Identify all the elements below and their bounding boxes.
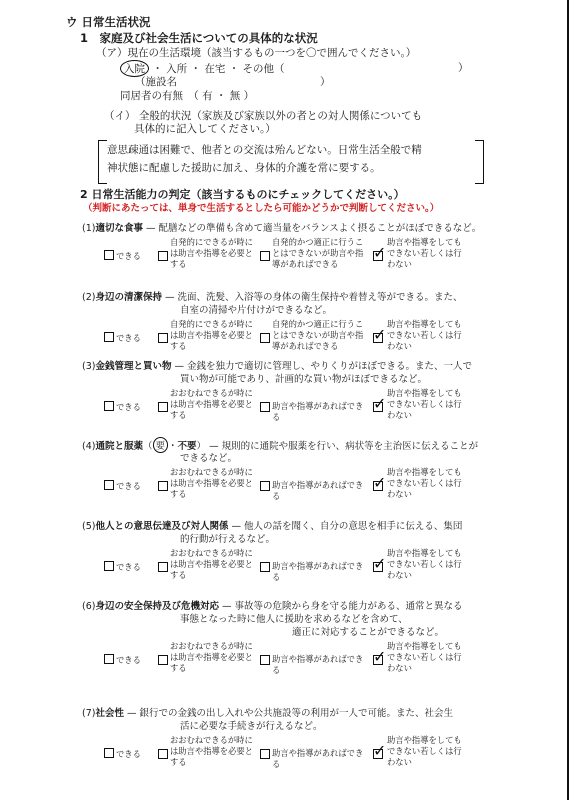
no-need-label: 不要 <box>177 441 197 452</box>
checkbox[interactable] <box>104 250 114 260</box>
option-sometimes-help: おおむねできるが時には助言や指導を必要とする <box>170 548 253 580</box>
item-description: — 洗面、洗髪、入浴等の身体の衛生保持や着替え等ができる。また、 <box>165 292 463 303</box>
option-with-help: 助言や指導があればできる <box>272 401 364 422</box>
option-label: できる <box>116 251 141 261</box>
section-title: ウ 日常生活状況 <box>66 15 151 29</box>
option-cannot: 助言や指導をしてもできない若しくは行わない <box>387 319 462 351</box>
option-with-help: 助言や指導があればできる <box>272 561 364 582</box>
item-title: 他人との意思伝達及び対人関係 <box>95 521 229 532</box>
item-description: — 事故等の危険から身を守る能力がある、通常と異なる <box>222 601 463 612</box>
item-description-cont: 活に必要な手続きが行えるなど。 <box>180 721 323 732</box>
item-title-line <box>82 358 472 372</box>
option-sometimes-help: おおむねできるが時には助言や指導を必要とする <box>170 388 253 420</box>
checkbox[interactable] <box>260 655 270 665</box>
checkbox[interactable] <box>260 562 270 572</box>
option-label: できる <box>116 333 141 343</box>
checkbox[interactable] <box>158 481 168 491</box>
note-bracket-left <box>98 140 107 184</box>
item-title-line <box>82 518 462 532</box>
checkbox[interactable] <box>260 251 270 261</box>
item-description: — 規則的に通院や服薬を行い、病状等を主治医に伝えることが <box>209 441 479 452</box>
checkbox[interactable] <box>158 333 168 343</box>
item-title-line <box>82 598 463 612</box>
option-cannot: 助言や指導をしてもできない若しくは行わない <box>387 641 462 673</box>
env-close-paren: ） <box>458 62 469 74</box>
checkbox-checked[interactable] <box>373 562 383 572</box>
option-can[interactable] <box>104 748 141 760</box>
checkbox-checked[interactable] <box>373 402 383 412</box>
option-with-help: 助言や指導があればできる <box>272 480 364 501</box>
checkbox[interactable] <box>104 480 114 490</box>
item-number: (7) <box>82 708 96 719</box>
option-cannot: 助言や指導をしてもできない若しくは行わない <box>387 237 462 269</box>
facility-label: （施設名 <box>135 76 177 88</box>
item-description-cont: 的行動が行えるなど。 <box>180 534 276 545</box>
option-can[interactable] <box>104 561 141 573</box>
option-can[interactable] <box>104 401 141 413</box>
item-description: — 金銭を独力で適切に管理し、やりくりがほぼできる。また、一人で <box>174 361 473 372</box>
item-title: 通院と服薬 <box>95 441 143 452</box>
checkbox[interactable] <box>158 655 168 665</box>
item-title: 金銭管理と買い物 <box>95 361 172 372</box>
item-description-cont: できるなど。 <box>180 453 238 464</box>
env-selected-circle: 入院 <box>120 60 149 77</box>
note-line1: 意思疎通は困難で、他者との交流は殆んどない。日常生活全般で精 <box>107 144 422 156</box>
item-description: — 他人の話を聞く、自分の意思を相手に伝える、集団 <box>231 521 463 532</box>
checkbox-checked[interactable] <box>373 333 383 343</box>
item-title-line <box>82 220 481 234</box>
item-description-cont: 買い物が可能であり、計画的な買い物がほぼできるなど。 <box>180 374 428 385</box>
item-number: (5) <box>82 521 96 532</box>
option-sometimes-help: 自発的にできるが時には助言や指導を必要とする <box>170 237 253 269</box>
env-other-choices: ・ 入所 ・ 在宅 ・ その他（ <box>152 63 285 75</box>
option-cannot: 助言や指導をしてもできない若しくは行わない <box>387 388 462 420</box>
checkbox[interactable] <box>104 561 114 571</box>
option-label: できる <box>116 481 141 491</box>
option-sometimes-help: おおむねできるが時には助言や指導を必要とする <box>170 735 253 767</box>
option-sometimes-help: 自発的にできるが時には助言や指導を必要とする <box>170 319 253 351</box>
note-line2: 神状態に配慮した援助に加え、身体的介護を常に要する。 <box>107 162 381 174</box>
item-title-line <box>82 705 453 719</box>
checkbox[interactable] <box>104 748 114 758</box>
checkbox-checked[interactable] <box>373 655 383 665</box>
item-description: — 銀行での金銭の出し入れや公共施設等の利用が一人で可能。また、社会生 <box>127 708 454 719</box>
option-cannot: 助言や指導をしてもできない若しくは行わない <box>387 548 462 580</box>
note-bracket-right <box>475 140 484 184</box>
option-with-help: 助言や指導があればできる <box>272 654 364 675</box>
checkbox[interactable] <box>158 251 168 261</box>
item-description-cont: 自室の清掃や片付けができるなど。 <box>180 305 333 316</box>
checkbox[interactable] <box>158 402 168 412</box>
need-separator: ・ <box>168 441 178 452</box>
facility-close-paren: ） <box>320 76 331 88</box>
option-label: できる <box>116 402 141 412</box>
item-number: (6) <box>82 601 96 612</box>
checkbox-checked[interactable] <box>373 251 383 261</box>
checkbox[interactable] <box>104 332 114 342</box>
checkbox-checked[interactable] <box>373 481 383 491</box>
item2-note: （判断にあたっては、単身で生活するとしたら可能かどうかで判断してください。） <box>83 203 440 214</box>
item-title-line: (4)通院と服薬（ 要 ・不要） — 規則的に通院や服薬を行い、病状等を主治医に伝えることが <box>82 437 478 453</box>
option-can[interactable] <box>104 250 141 262</box>
option-label: できる <box>116 749 141 759</box>
option-sometimes-help: おおむねできるが時には助言や指導を必要とする <box>170 467 253 499</box>
option-label: できる <box>116 562 141 572</box>
item-number: (1) <box>82 223 96 234</box>
item-number: (2) <box>82 292 96 303</box>
item1a-heading: （ア）現在の生活環境（該当するもの一つを〇で囲んでください。） <box>96 47 417 59</box>
option-cannot: 助言や指導をしてもできない若しくは行わない <box>387 467 462 499</box>
item2-heading: 2 日常生活能力の判定（該当するものにチェックしてください。） <box>80 188 405 201</box>
item-title: 身辺の清潔保持 <box>95 292 162 303</box>
option-can[interactable] <box>104 480 141 492</box>
option-label: できる <box>116 655 141 665</box>
item-title: 社会性 <box>95 708 124 719</box>
item1b-heading-line2: 具体的に記入してください。） <box>134 123 276 135</box>
item-title: 適切な食事 <box>95 223 143 234</box>
option-with-help: 助言や指導があればできる <box>272 748 364 769</box>
item-description-cont: 事態となった時に他人に援助を求めるなどを含めて、 <box>180 614 408 625</box>
checkbox[interactable] <box>260 749 270 759</box>
item-title-line <box>82 289 463 303</box>
option-can[interactable] <box>104 654 141 666</box>
item1-heading: 1 家庭及び社会生活についての具体的な状況 <box>80 31 318 45</box>
item-description: — 配膳などの準備も含めて適当量をバランスよく摂ることがほぼできるなど。 <box>146 223 482 234</box>
item-number: (4) <box>82 441 96 452</box>
item-description-cont2: 適正に対応することができるなど。 <box>292 627 445 638</box>
checkbox[interactable] <box>158 749 168 759</box>
checkbox[interactable] <box>260 333 270 343</box>
item-title: 身辺の安全保持及び危機対応 <box>95 601 219 612</box>
item1b-heading-line1: （イ） 全般的状況（家族及び家族以外の者との対人関係についても <box>104 110 423 122</box>
page-edge-line <box>567 0 569 800</box>
checkbox-checked[interactable] <box>373 749 383 759</box>
cohabit-line: 同居者の有無 （ 有 ・ 無 ） <box>120 90 255 102</box>
checkbox[interactable] <box>158 562 168 572</box>
option-can[interactable] <box>104 332 141 344</box>
need-circle: 要 <box>153 437 169 453</box>
checkbox[interactable] <box>260 402 270 412</box>
option-with-help: 自発的かつ適正に行うことはできないが助言や指導があればできる <box>272 237 364 269</box>
checkbox[interactable] <box>260 481 270 491</box>
option-with-help: 自発的かつ適正に行うことはできないが助言や指導があればできる <box>272 319 364 351</box>
option-sometimes-help: おおむねできるが時には助言や指導を必要とする <box>170 641 253 673</box>
option-cannot: 助言や指導をしてもできない若しくは行わない <box>387 735 462 767</box>
checkbox[interactable] <box>104 401 114 411</box>
item-number: (3) <box>82 361 96 372</box>
checkbox[interactable] <box>104 654 114 664</box>
